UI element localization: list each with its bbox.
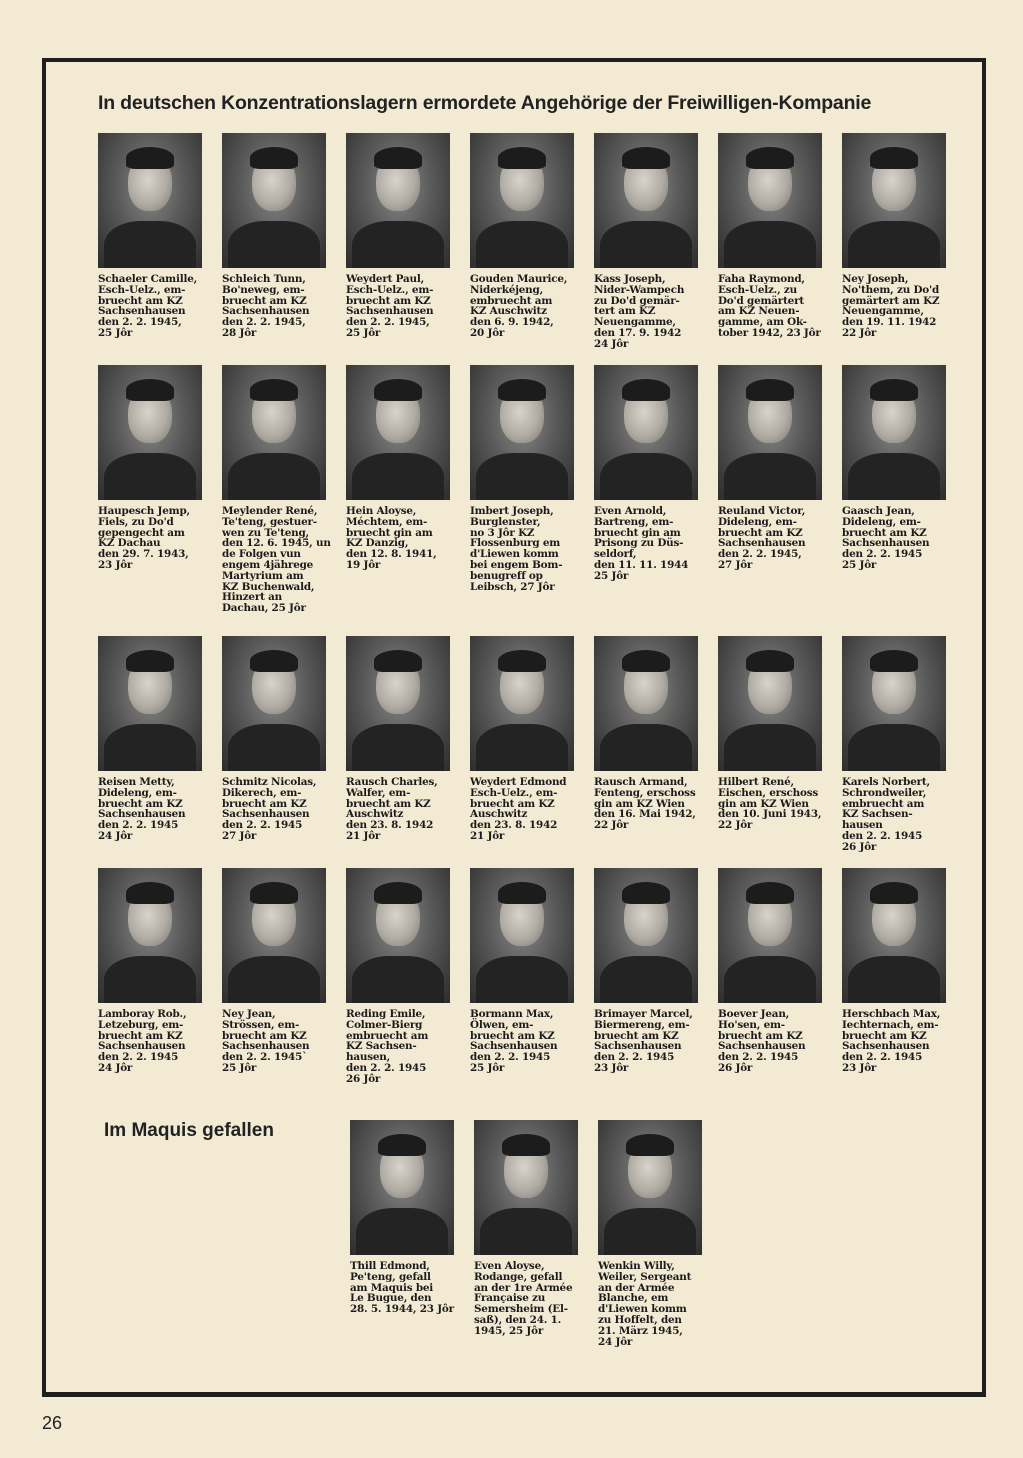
portrait-body	[724, 453, 816, 500]
portrait-photo	[346, 365, 450, 500]
maquis-card	[598, 1120, 710, 1347]
portrait-hair	[870, 147, 918, 169]
portrait-body	[480, 1208, 572, 1255]
maquis-card	[350, 1120, 462, 1315]
portrait-caption: Bormann Max, Ölwen, em- bruecht am KZ Sachsenhausen den 2. 2. 1945 25 Jôr	[470, 1008, 558, 1074]
memorial-card	[842, 636, 954, 853]
portrait-photo	[718, 636, 822, 771]
portrait-hair	[250, 379, 298, 401]
portrait-caption: Schmitz Nicolas, Dikerech, em- bruecht am KZ Sachsenhausen den 2. 2. 1945 27 Jôr	[222, 776, 317, 842]
memorial-card	[346, 636, 458, 842]
memorial-card	[98, 636, 210, 842]
page-number: 26	[42, 1413, 63, 1433]
portrait-hair	[378, 1134, 426, 1156]
memorial-card	[98, 868, 210, 1074]
portrait-photo	[98, 636, 202, 771]
portrait-hair	[622, 147, 670, 169]
portrait-hair	[870, 882, 918, 904]
portrait-hair	[746, 147, 794, 169]
portrait-caption: Schleich Tunn, Bo'neweg, em- bruecht am KZ Sachsenhausen den 2. 2. 1945, 28 Jôr	[222, 273, 310, 339]
portrait-body	[604, 1208, 696, 1255]
portrait-body	[104, 956, 196, 1003]
portrait-photo	[470, 365, 574, 500]
portrait-hair	[498, 882, 546, 904]
portrait-photo	[474, 1120, 578, 1255]
portrait-hair	[498, 650, 546, 672]
maquis-section-title: Im Maquis gefallen	[104, 1120, 274, 1141]
portrait-hair	[126, 882, 174, 904]
portrait-caption: Gouden Maurice, Niderkéjeng, embruecht am KZ Auschwitz den 6. 9. 1942, 20 Jôr	[470, 273, 568, 339]
portrait-body	[476, 453, 568, 500]
portrait-hair	[622, 650, 670, 672]
memorial-card	[718, 133, 830, 339]
portrait-hair	[622, 882, 670, 904]
portrait-body	[356, 1208, 448, 1255]
memorial-card	[718, 636, 830, 831]
portrait-photo	[470, 636, 574, 771]
portrait-hair	[746, 882, 794, 904]
portrait-caption: Karels Norbert, Schrondweiler, embruecht am KZ Sachsen- hausen den 2. 2. 1945 26 Jôr	[842, 776, 930, 853]
portrait-caption: Gaasch Jean, Dideleng, em- bruecht am KZ Sachsenhausen den 2. 2. 1945 25 Jôr	[842, 505, 930, 571]
portrait-photo	[222, 636, 326, 771]
memorial-card	[842, 133, 954, 339]
memorial-card	[222, 636, 334, 842]
memorial-card	[842, 868, 954, 1074]
portrait-photo	[594, 365, 698, 500]
portrait-hair	[126, 379, 174, 401]
portrait-body	[600, 956, 692, 1003]
portrait-photo	[842, 868, 946, 1003]
portrait-photo	[718, 133, 822, 268]
memorial-card	[470, 868, 582, 1074]
portrait-photo	[222, 133, 326, 268]
portrait-photo	[98, 868, 202, 1003]
portrait-photo	[842, 133, 946, 268]
portrait-body	[104, 221, 196, 268]
portrait-caption: Thill Edmond, Pe'teng, gefall am Maquis bei Le Bugue, den 28. 5. 1944, 23 Jôr	[350, 1260, 454, 1316]
portrait-body	[228, 221, 320, 268]
portrait-caption: Ney Joseph, No'them, zu Do'd gemärtert am KZ Neuengamme, den 19. 11. 1942 22 Jôr	[842, 273, 940, 339]
portrait-body	[848, 956, 940, 1003]
portrait-hair	[374, 882, 422, 904]
portrait-body	[476, 956, 568, 1003]
portrait-caption: Wenkin Willy, Weiler, Sergeant an der Armée Blanche, em d'Liewen komm zu Hoffelt, den 21. März 1945, 24 Jôr	[598, 1260, 692, 1348]
portrait-photo	[346, 868, 450, 1003]
portrait-caption: Even Aloyse, Rodange, gefall an der 1re Armée Française zu Semersheim (El- saß), den 24. 1. 1945, 25 Jôr	[474, 1260, 573, 1337]
memorial-card	[346, 365, 458, 571]
portrait-hair	[870, 650, 918, 672]
portrait-caption: Haupesch Jemp, Fiels, zu Do'd gepengecht am KZ Dachau den 29. 7. 1943, 23 Jôr	[98, 505, 190, 571]
portrait-hair	[250, 650, 298, 672]
portrait-hair	[746, 379, 794, 401]
portrait-body	[848, 453, 940, 500]
portrait-photo	[346, 133, 450, 268]
portrait-hair	[126, 650, 174, 672]
portrait-caption: Weydert Edmond Esch-Uelz., em- bruecht am KZ Auschwitz den 23. 8. 1942 21 Jôr	[470, 776, 567, 842]
portrait-hair	[626, 1134, 674, 1156]
portrait-photo	[346, 636, 450, 771]
portrait-body	[104, 724, 196, 771]
memorial-card	[470, 365, 582, 592]
portrait-photo	[470, 868, 574, 1003]
memorial-card	[98, 133, 210, 339]
portrait-caption: Imbert Joseph, Burglenster, no 3 Jôr KZ Flossenburg em d'Liewen komm bei engem Bom- benugreff op Leibsch, 27 Jôr	[470, 505, 563, 593]
portrait-hair	[250, 882, 298, 904]
maquis-card	[474, 1120, 586, 1337]
portrait-caption: Hein Aloyse, Méchtem, em- bruecht gin am KZ Danzig, den 12. 8. 1941, 19 Jôr	[346, 505, 437, 571]
portrait-caption: Reisen Metty, Dideleng, em- bruecht am KZ Sachsenhausen den 2. 2. 1945 24 Jôr	[98, 776, 186, 842]
portrait-body	[724, 724, 816, 771]
portrait-caption: Rausch Armand, Fenteng, erschoss gin am KZ Wien den 16. Mai 1942, 22 Jôr	[594, 776, 696, 832]
portrait-hair	[498, 147, 546, 169]
portrait-photo	[98, 133, 202, 268]
portrait-body	[228, 453, 320, 500]
portrait-caption: Reding Emile, Colmer-Bierg embruecht am KZ Sachsen- hausen, den 2. 2. 1945 26 Jôr	[346, 1008, 429, 1085]
portrait-caption: Schaeler Camille, Esch-Uelz., em- bruecht am KZ Sachsenhausen den 2. 2. 1945, 25 Jôr	[98, 273, 198, 339]
portrait-caption: Even Arnold, Bartreng, em- bruecht gin am Prisong zu Düs- seldorf, den 11. 11. 1944 25 Jôr	[594, 505, 689, 582]
portrait-photo	[350, 1120, 454, 1255]
memorial-card	[718, 365, 830, 571]
portrait-caption: Herschbach Max, Iechternach, em- bruecht am KZ Sachsenhausen den 2. 2. 1945 23 Jôr	[842, 1008, 941, 1074]
portrait-body	[476, 724, 568, 771]
portrait-photo	[718, 365, 822, 500]
memorial-card	[222, 365, 334, 614]
memorial-card	[594, 636, 706, 831]
portrait-hair	[498, 379, 546, 401]
memorial-card	[594, 365, 706, 582]
memorial-card	[842, 365, 954, 571]
memorial-card	[718, 868, 830, 1074]
portrait-caption: Brimayer Marcel, Biermereng, em- bruecht am KZ Sachsenhausen den 2. 2. 1945 23 Jôr	[594, 1008, 693, 1074]
portrait-hair	[746, 650, 794, 672]
portrait-body	[104, 453, 196, 500]
portrait-body	[228, 956, 320, 1003]
portrait-body	[724, 221, 816, 268]
portrait-caption: Reuland Victor, Dideleng, em- bruecht am KZ Sachsenhausen den 2. 2. 1945, 27 Jôr	[718, 505, 806, 571]
portrait-body	[848, 724, 940, 771]
portrait-body	[600, 724, 692, 771]
portrait-caption: Boever Jean, Ho'sen, em- bruecht am KZ Sachsenhausen den 2. 2. 1945 26 Jôr	[718, 1008, 806, 1074]
portrait-hair	[374, 147, 422, 169]
portrait-caption: Kass Joseph, Nider-Wampech zu Do'd gemär- tert am KZ Neuengamme, den 17. 9. 1942 24 Jôr	[594, 273, 685, 350]
portrait-photo	[842, 636, 946, 771]
portrait-caption: Faha Raymond, Esch-Uelz., zu Do'd gemärtert am KZ Neuen- gamme, am Ok- tober 1942, 23 Jôr	[718, 273, 821, 339]
memorial-card	[222, 133, 334, 339]
portrait-photo	[594, 133, 698, 268]
portrait-photo	[222, 365, 326, 500]
portrait-body	[724, 956, 816, 1003]
portrait-hair	[250, 147, 298, 169]
memorial-card	[594, 868, 706, 1074]
portrait-hair	[870, 379, 918, 401]
memorial-card	[346, 133, 458, 339]
portrait-photo	[594, 868, 698, 1003]
memorial-card	[470, 133, 582, 339]
page-title: In deutschen Konzentrationslagern ermordete Angehörige der Freiwilligen-Kompanie	[98, 92, 872, 114]
portrait-caption: Rausch Charles, Walfer, em- bruecht am KZ Auschwitz den 23. 8. 1942 21 Jôr	[346, 776, 438, 842]
portrait-body	[352, 221, 444, 268]
portrait-hair	[126, 147, 174, 169]
portrait-caption: Ney Jean, Strössen, em- bruecht am KZ Sachsenhausen den 2. 2. 1945` 25 Jôr	[222, 1008, 310, 1074]
portrait-body	[600, 453, 692, 500]
memorial-card	[98, 365, 210, 571]
portrait-body	[228, 724, 320, 771]
memorial-card	[470, 636, 582, 842]
portrait-body	[352, 956, 444, 1003]
portrait-hair	[622, 379, 670, 401]
portrait-photo	[222, 868, 326, 1003]
portrait-photo	[98, 365, 202, 500]
portrait-photo	[470, 133, 574, 268]
portrait-body	[600, 221, 692, 268]
memorial-card	[346, 868, 458, 1085]
portrait-photo	[718, 868, 822, 1003]
portrait-caption: Hilbert René, Eischen, erschoss gin am KZ Wien den 10. Juni 1943, 22 Jôr	[718, 776, 822, 832]
portrait-caption: Weydert Paul, Esch-Uelz., em- bruecht am KZ Sachsenhausen den 2. 2. 1945, 25 Jôr	[346, 273, 434, 339]
memorial-card	[594, 133, 706, 350]
portrait-body	[476, 221, 568, 268]
portrait-hair	[502, 1134, 550, 1156]
portrait-photo	[598, 1120, 702, 1255]
portrait-hair	[374, 379, 422, 401]
portrait-body	[352, 453, 444, 500]
portrait-photo	[842, 365, 946, 500]
portrait-caption: Meylender René, Te'teng, gestuer- wen zu Te'teng, den 12. 6. 1945, un de Folgen vun engem 4jährege Martyrium am KZ Buchenwald, Hinzert an Dachau, 25 Jôr	[222, 505, 331, 615]
portrait-hair	[374, 650, 422, 672]
portrait-body	[848, 221, 940, 268]
memorial-card	[222, 868, 334, 1074]
portrait-body	[352, 724, 444, 771]
portrait-caption: Lamboray Rob., Letzeburg, em- bruecht am KZ Sachsenhausen den 2. 2. 1945 24 Jôr	[98, 1008, 187, 1074]
portrait-photo	[594, 636, 698, 771]
